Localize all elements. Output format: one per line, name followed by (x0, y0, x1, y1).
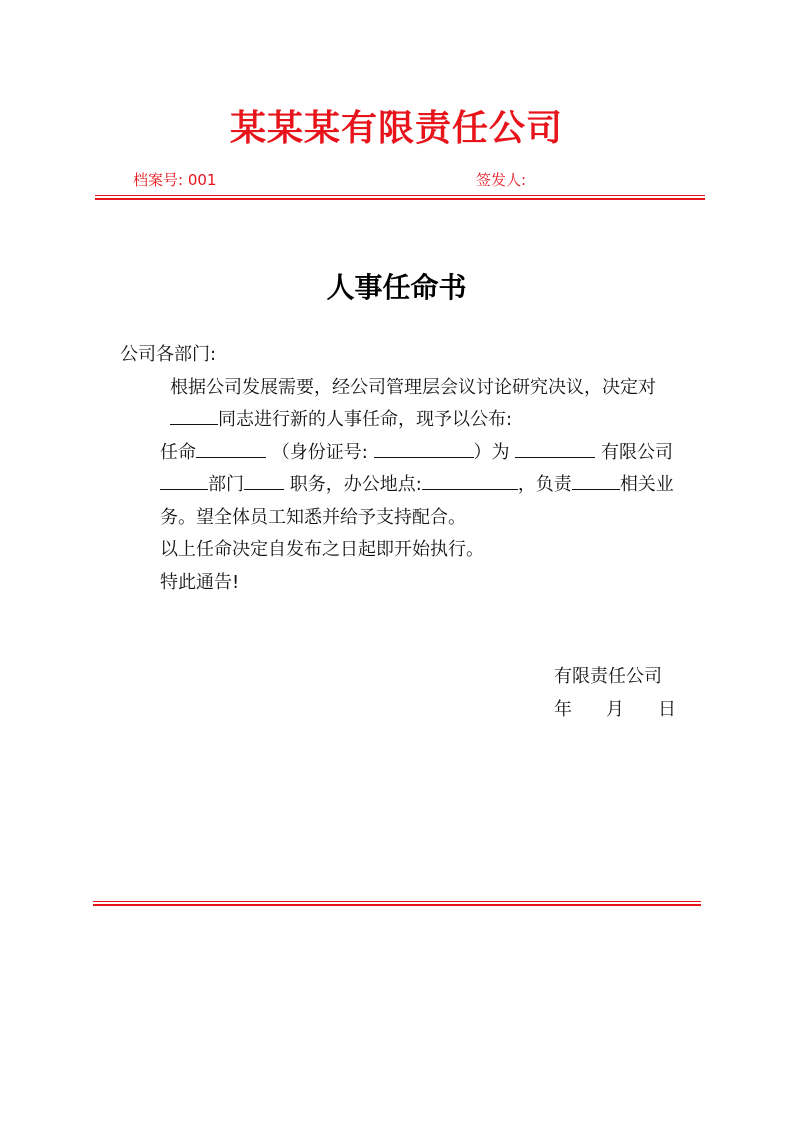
appointee-blank (196, 437, 266, 458)
company-name: 某某某有限责任公司 (229, 108, 563, 149)
paragraph-1-text-a: 根据公司发展需要，经公司管理层会议讨论研究决议，决定对 (170, 376, 656, 398)
date-month: 月 (606, 699, 624, 720)
paragraph-2-text-f: 职务，办公地点: (289, 474, 422, 495)
document-title: 人事任命书 (326, 271, 467, 304)
paragraph-1 (120, 372, 676, 437)
paragraph-4: 特此通告! (160, 571, 240, 593)
paragraph-2 (120, 437, 676, 535)
paragraph-2-text-h: 相关业务。望全体员工知悉并给予支持配合。 (160, 474, 674, 528)
paragraph-2-text-g: ，负责 (517, 474, 572, 495)
id-number-blank (374, 437, 474, 458)
signature-company: 有限责任公司 (554, 666, 662, 687)
signature-date (554, 693, 676, 726)
position-blank (244, 469, 284, 490)
date-day: 日 (658, 699, 676, 720)
signer-label: 签发人: (476, 171, 527, 189)
company-blank (515, 437, 595, 458)
responsibility-blank (572, 469, 620, 490)
signature-block (554, 660, 676, 726)
paragraph-2-text-b: （身份证号: (271, 441, 368, 463)
paragraph-2-text-a: 任命 (160, 441, 196, 463)
salutation: 公司各部门: (120, 344, 217, 365)
paragraph-2-text-d: 有限公司 (601, 441, 674, 463)
date-year: 年 (554, 699, 572, 720)
header-divider (95, 195, 705, 200)
paragraph-2-text-e: 部门 (208, 474, 244, 495)
department-blank (160, 469, 208, 490)
paragraph-2-text-c: ）为 (473, 441, 510, 463)
footer-divider (93, 901, 701, 906)
document-body (120, 339, 676, 599)
file-number: 档案号: 001 (133, 171, 217, 189)
paragraph-1-text-b: 同志进行新的人事任命，现予以公布: (218, 409, 513, 430)
name-blank (170, 404, 218, 425)
office-location-blank (422, 469, 518, 490)
paragraph-3: 以上任命决定自发布之日起即开始执行。 (160, 539, 484, 560)
